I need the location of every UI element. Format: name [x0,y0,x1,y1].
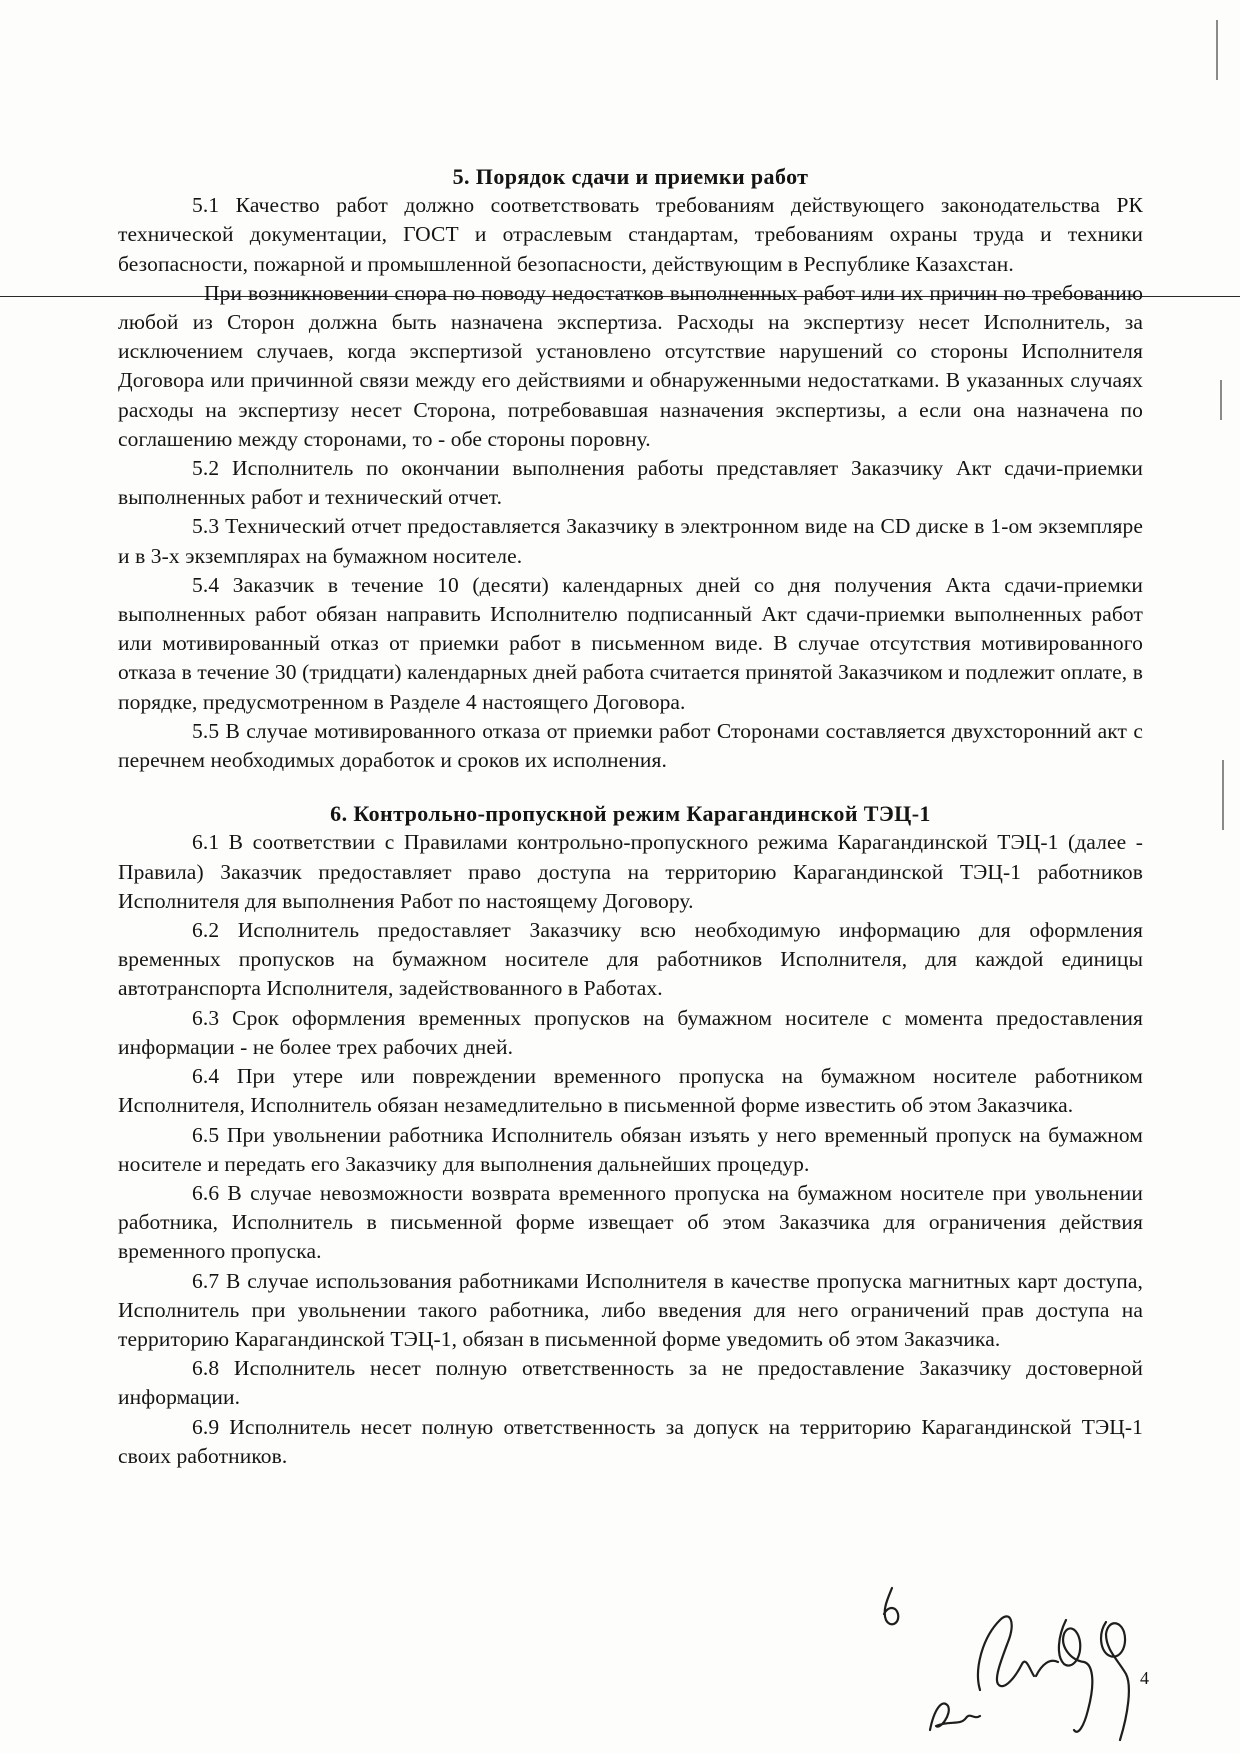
paragraph-6-6: 6.6 В случае невозможности возврата временного пропуска на бумажном носителе при увольнении работника, Исполнитель в письменной форме извещает об этом Заказчика для ограничения действия временного пропуска. [118,1180,1143,1264]
scan-edge-mark [1222,760,1224,830]
scan-edge-mark [1216,20,1218,80]
paragraph-6-1: 6.1 В соответствии с Правилами контрольно-пропускного режима Карагандинской ТЭЦ-1 (далее - Правила) Заказчик предоставляет право доступа на территорию Карагандинской ТЭЦ-1 работников Исполнителя для выполнения Работ по настоящему Договору. [118,830,1143,913]
scan-edge-mark [1220,380,1222,420]
section-5-title: 5. Порядок сдачи и приемки работ [452,164,809,189]
document-body [118,162,1143,1471]
paragraph-5-3: 5.3 Технический отчет предоставляется Заказчику в электронном виде на CD диске в 1-ом экземпляре и в 3-х экземплярах на бумажном носителе. [118,514,1143,568]
paragraph-6-8: 6.8 Исполнитель несет полную ответственность за не предоставление Заказчику достоверной информации. [118,1356,1143,1410]
paragraph-6-7: 6.7 В случае использования работниками Исполнителя в качестве пропуска магнитных карт доступа, Исполнитель при увольнении такого работника, либо введения для него ограничений прав доступа на территорию Карагандинской ТЭЦ-1, обязан в письменной форме уведомить об этом Заказчика. [118,1268,1143,1351]
page-number: 4 [1140,1668,1149,1688]
paragraph-5-4: 5.4 Заказчик в течение 10 (десяти) календарных дней со дня получения Акта сдачи-приемки выполненных работ обязан направить Исполнителю подписанный Акт сдачи-приемки выполненных работ или мотивированный отказ от приемки работ в письменном виде. В случае отсутствия мотивированного отказа в течение 30 (тридцати) календарных дней работа считается принятой Заказчиком и подлежит оплате, в порядке, предусмотренном в Разделе 4 настоящего Договора. [118,572,1143,714]
paragraph-5-5: 5.5 В случае мотивированного отказа от приемки работ Сторонами составляется двухсторонний акт с перечнем необходимых доработок и сроков их исполнения. [118,718,1143,773]
paragraph-5-1: 5.1 Качество работ должно соответствовать требованиям действующего законодательства РК технической документации, ГОСТ и отраслевым стандартам, требованиям охраны труда и техники безопасности, пожарной и промышленной безопасности, действующим в Республике Казахстан. [118,193,1143,276]
paragraph-5-2: 5.2 Исполнитель по окончании выполнения работы представляет Заказчику Акт сдачи-приемки выполненных работ и технический отчет. [118,456,1143,510]
handwritten-signatures [870,1580,1170,1750]
paragraph-6-9: 6.9 Исполнитель несет полную ответственность за допуск на территорию Карагандинской ТЭЦ-1 своих работников. [118,1414,1143,1468]
paragraph-6-4: 6.4 При утере или повреждении временного пропуска на бумажном носителе работником Исполнителя, Исполнитель обязан незамедлительно в письменной форме известить об этом Заказчика. [118,1064,1143,1118]
paragraph-6-5: 6.5 При увольнении работника Исполнитель обязан изъять у него временный пропуск на бумажном носителе и передать его Заказчику для выполнения дальнейших процедур. [118,1122,1143,1176]
paragraph-6-3: 6.3 Срок оформления временных пропусков на бумажном носителе с момента предоставления информации - не более трех рабочих дней. [118,1005,1143,1059]
paragraph-6-2: 6.2 Исполнитель предоставляет Заказчику всю необходимую информацию для оформления временных пропусков на бумажном носителе для работников Исполнителя, для каждой единицы автотранспорта Исполнителя, задействованного в Работах. [118,918,1143,1001]
section-6-title: 6. Контрольно-пропускной режим Карагандинской ТЭЦ-1 [330,801,931,827]
paragraph-5-dispute: При возникновении спора по поводу недостатков выполненных работ или их причин по требованию любой из Сторон должна быть назначена экспертиза. Расходы на экспертизу несет Исполнитель, за исключением случаев, когда экспертизой установлено отсутствие нарушений со стороны Исполнителя Договора или причинной связи между его действиями и обнаруженными недостатками. В указанных случаях расходы на экспертизу несет Сторона, потребовавшая назначения экспертизы, а если она назначена по соглашению между сторонами, то - обе стороны поровну. [118,280,1143,451]
